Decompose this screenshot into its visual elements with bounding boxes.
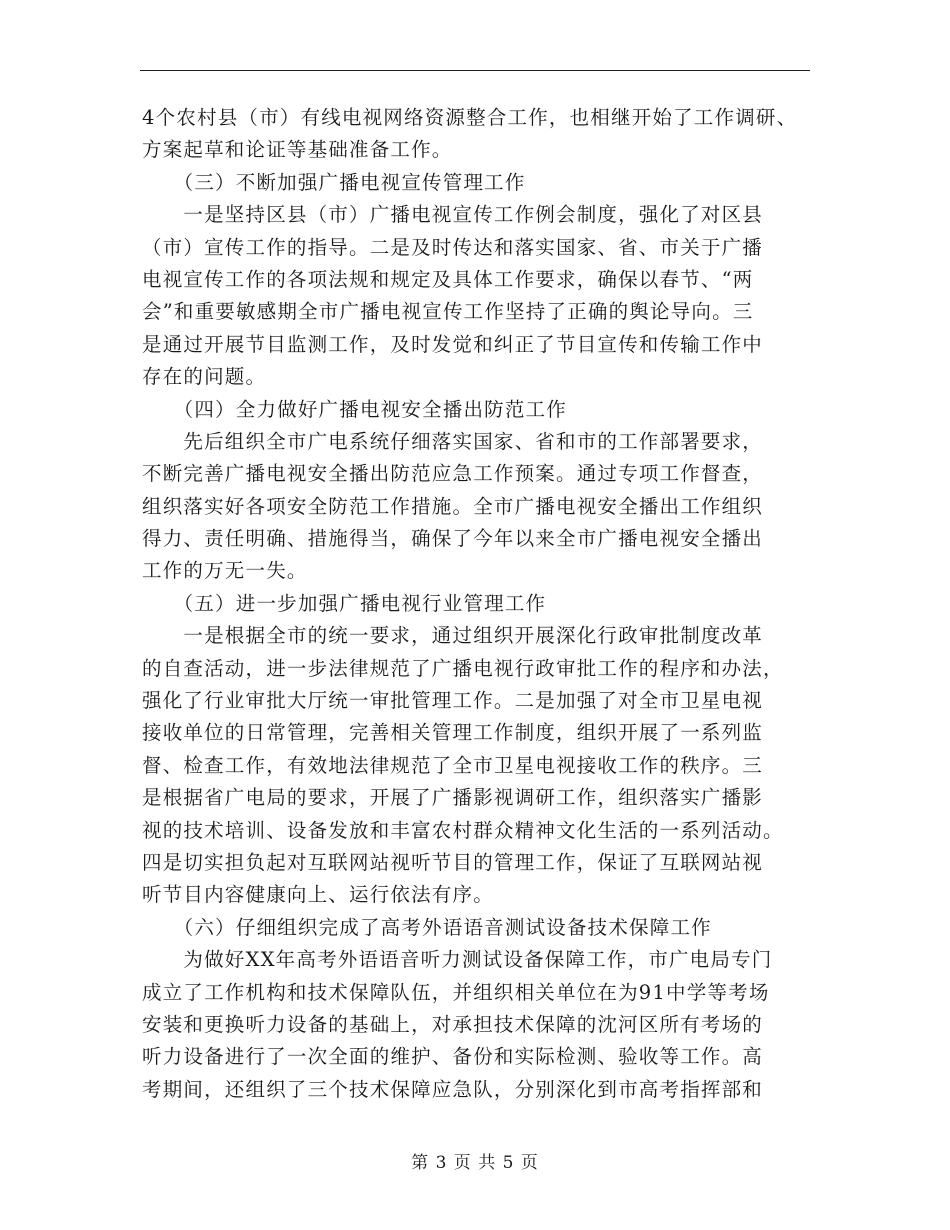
text-line: 为做好XX年高考外语语音听力测试设备保障工作，市广电局专门 xyxy=(142,948,773,972)
section-heading: （六）仔细组织完成了高考外语语音测试设备技术保障工作 xyxy=(142,915,712,939)
text-line: 强化了行业审批大厅统一审批管理工作。二是加强了对全市卫星电视 xyxy=(142,689,764,713)
text-line: 的自查活动，进一步法律规范了广播电视行政审批工作的程序和办法， xyxy=(142,656,784,680)
section-heading: （三）不断加强广播电视宣传管理工作 xyxy=(142,170,526,194)
text-line: 是根据省广电局的要求，开展了广播影视调研工作，组织落实广播影 xyxy=(142,786,764,810)
section-heading: （五）进一步加强广播电视行业管理工作 xyxy=(142,591,547,615)
text-line: 会”和重要敏感期全市广播电视宣传工作坚持了正确的舆论导向。三 xyxy=(142,300,754,324)
header-rule xyxy=(140,70,810,71)
text-line: 安装和更换听力设备的基础上，对承担技术保障的沈河区所有考场的 xyxy=(142,1012,764,1036)
text-line: 成立了工作机构和技术保障队伍，并组织相关单位在为91中学等考场 xyxy=(142,980,770,1004)
text-line: 电视宣传工作的各项法规和规定及具体工作要求，确保以春节、“两 xyxy=(142,267,754,291)
text-line: 一是坚持区县（市）广播电视宣传工作例会制度，强化了对区县 xyxy=(142,203,764,227)
text-line: 一是根据全市的统一要求，通过组织开展深化行政审批制度改革 xyxy=(142,624,764,648)
text-line: 考期间，还组织了三个技术保障应急队，分别深化到市高考指挥部和 xyxy=(142,1077,764,1101)
text-line: （市）宣传工作的指导。二是及时传达和落实国家、省、市关于广播 xyxy=(142,235,764,259)
text-line: 组织落实好各项安全防范工作措施。全市广播电视安全播出工作组织 xyxy=(142,494,764,518)
text-line: 得力、责任明确、措施得当，确保了今年以来全市广播电视安全播出 xyxy=(142,527,764,551)
text-line: 四是切实担负起对互联网站视听节目的管理工作，保证了互联网站视 xyxy=(142,850,764,874)
text-line: 4个农村县（市）有线电视网络资源整合工作，也相继开始了工作调研、 xyxy=(142,106,798,129)
text-line: 存在的问题。 xyxy=(142,365,267,389)
text-line: 工作的万无一失。 xyxy=(142,559,308,583)
text-line: 是通过开展节目监测工作，及时发觉和纠正了节目宣传和传输工作中 xyxy=(142,332,764,356)
text-line: 先后组织全市广电系统仔细落实国家、省和市的工作部署要求， xyxy=(142,429,764,453)
body-text xyxy=(142,102,822,1106)
text-line: 听节目内容健康向上、运行依法有序。 xyxy=(142,883,494,907)
text-line: 不断完善广播电视安全播出防范应急工作预案。通过专项工作督查， xyxy=(142,462,764,486)
text-line: 方案起草和论证等基础准备工作。 xyxy=(142,138,453,162)
text-line: 视的技术培训、设备发放和丰富农村群众精神文化生活的一系列活动。 xyxy=(142,818,784,842)
text-line: 督、检查工作，有效地法律规范了全市卫星电视接收工作的秩序。三 xyxy=(142,753,764,777)
page-number-footer: 第 3 页 共 5 页 xyxy=(411,1153,539,1173)
text-line: 接收单位的日常管理，完善相关管理工作制度，组织开展了一系列监 xyxy=(142,721,764,745)
text-line: 听力设备进行了一次全面的维护、备份和实际检测、验收等工作。高 xyxy=(142,1045,764,1069)
section-heading: （四）全力做好广播电视安全播出防范工作 xyxy=(142,397,567,421)
